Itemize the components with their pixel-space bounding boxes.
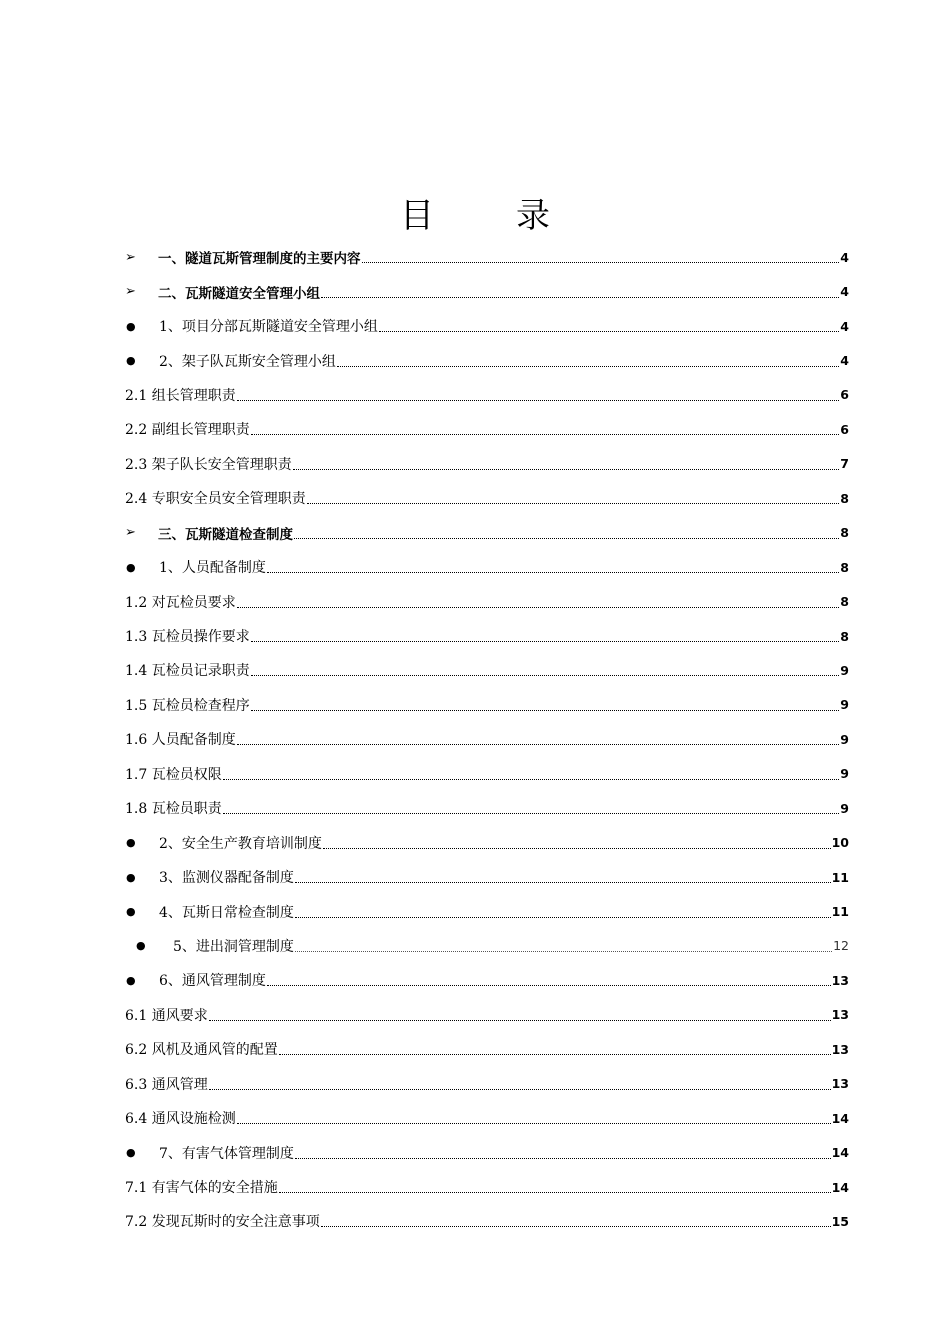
toc-entry-label: 1.8 瓦检员职责	[125, 801, 222, 818]
dot-leader	[323, 847, 831, 849]
dot-leader	[237, 399, 840, 401]
toc-entry-page-number: 13	[831, 1076, 849, 1092]
toc-entry-page-number: 4	[840, 249, 849, 265]
toc-entry[interactable]	[125, 1032, 849, 1066]
title-char-1: 目	[400, 196, 434, 236]
dot-leader	[294, 537, 839, 539]
toc-entry-page-number: 12	[833, 938, 849, 954]
toc-entry-label: 1.5 瓦检员检查程序	[125, 697, 250, 714]
toc-entry-label: 7.2 发现瓦斯时的安全注意事项	[125, 1214, 320, 1231]
dot-leader	[321, 1225, 831, 1227]
toc-entry-label: 6.2 风机及通风管的配置	[125, 1042, 278, 1059]
arrow-bullet-icon: ➢	[125, 249, 136, 265]
toc-entry[interactable]	[125, 894, 849, 928]
table-of-contents	[125, 240, 849, 1239]
dot-leader	[293, 468, 840, 470]
toc-entry-label: 1.4 瓦检员记录职责	[125, 663, 250, 680]
round-bullet-icon: ●	[126, 319, 136, 333]
toc-entry-label: 5、进出洞管理制度	[173, 938, 294, 955]
toc-entry-page-number: 14	[831, 1179, 849, 1195]
toc-entry[interactable]	[125, 343, 849, 377]
round-bullet-icon: ●	[136, 939, 146, 953]
toc-entry-page-number: 11	[831, 869, 849, 885]
toc-entry-page-number: 11	[831, 904, 849, 920]
toc-entry[interactable]	[125, 722, 849, 756]
dot-leader	[251, 640, 840, 642]
round-bullet-icon: ●	[126, 1146, 136, 1160]
toc-entry[interactable]	[125, 481, 849, 515]
toc-entry-label: 4、瓦斯日常检查制度	[159, 904, 294, 921]
toc-entry-page-number: 4	[840, 284, 849, 300]
toc-entry[interactable]	[125, 240, 849, 274]
dot-leader	[267, 984, 831, 986]
toc-entry-page-number: 8	[840, 525, 849, 541]
dot-leader	[251, 709, 840, 711]
round-bullet-icon: ●	[126, 354, 136, 368]
toc-entry-label: 2、架子队瓦斯安全管理小组	[159, 353, 336, 370]
toc-entry[interactable]	[125, 998, 849, 1032]
title-char-2: 录	[516, 196, 550, 236]
toc-entry-page-number: 7	[840, 456, 849, 472]
toc-entry-page-number: 13	[831, 1041, 849, 1057]
toc-entry[interactable]	[125, 963, 849, 997]
toc-entry-label: 1、人员配备制度	[159, 560, 266, 577]
toc-entry-page-number: 9	[840, 800, 849, 816]
dot-leader	[223, 812, 840, 814]
toc-entry[interactable]	[125, 1204, 849, 1238]
dot-leader	[267, 571, 839, 573]
round-bullet-icon: ●	[126, 870, 136, 884]
toc-entry[interactable]	[125, 516, 849, 550]
dot-leader	[362, 261, 840, 263]
round-bullet-icon: ●	[126, 560, 136, 574]
page-title	[0, 188, 950, 237]
toc-entry-page-number: 8	[840, 559, 849, 575]
toc-entry-page-number: 8	[840, 594, 849, 610]
dot-leader	[337, 365, 839, 367]
dot-leader	[295, 950, 832, 952]
toc-entry[interactable]	[125, 791, 849, 825]
toc-entry[interactable]	[125, 309, 849, 343]
toc-entry-page-number: 13	[831, 1007, 849, 1023]
toc-entry-label: 三、瓦斯隧道检查制度	[158, 526, 293, 543]
dot-leader	[223, 778, 840, 780]
toc-entry-label: 1、项目分部瓦斯隧道安全管理小组	[159, 319, 378, 336]
toc-entry[interactable]	[125, 274, 849, 308]
toc-entry[interactable]	[125, 447, 849, 481]
toc-entry-label: 2.3 架子队长安全管理职责	[125, 456, 292, 473]
toc-entry[interactable]	[125, 1067, 849, 1101]
toc-entry-label: 6.3 通风管理	[125, 1076, 208, 1093]
toc-entry-page-number: 8	[840, 490, 849, 506]
dot-leader	[279, 1191, 831, 1193]
dot-leader	[295, 1157, 831, 1159]
dot-leader	[279, 1053, 831, 1055]
toc-entry-label: 6.4 通风设施检测	[125, 1111, 236, 1128]
toc-entry[interactable]	[125, 1135, 849, 1169]
dot-leader	[251, 433, 840, 435]
toc-entry-page-number: 10	[831, 835, 849, 851]
dot-leader	[209, 1088, 831, 1090]
toc-entry[interactable]	[125, 929, 849, 963]
dot-leader	[295, 916, 831, 918]
toc-entry-page-number: 9	[840, 766, 849, 782]
dot-leader	[379, 330, 839, 332]
round-bullet-icon: ●	[126, 973, 136, 987]
dot-leader	[251, 674, 840, 676]
toc-entry[interactable]	[125, 688, 849, 722]
toc-entry[interactable]	[125, 619, 849, 653]
toc-entry-page-number: 8	[840, 628, 849, 644]
toc-entry-label: 1.3 瓦检员操作要求	[125, 629, 250, 646]
dot-leader	[237, 1122, 831, 1124]
toc-entry-label: 1.2 对瓦检员要求	[125, 594, 236, 611]
toc-entry-page-number: 13	[831, 972, 849, 988]
toc-entry[interactable]	[125, 584, 849, 618]
toc-entry-label: 3、监测仪器配备制度	[159, 870, 294, 887]
round-bullet-icon: ●	[126, 905, 136, 919]
arrow-bullet-icon: ➢	[125, 284, 136, 300]
toc-entry[interactable]	[125, 1170, 849, 1204]
toc-entry-label: 7、有害气体管理制度	[159, 1145, 294, 1162]
toc-entry[interactable]	[125, 378, 849, 412]
toc-entry-label: 1.7 瓦检员权限	[125, 766, 222, 783]
toc-entry[interactable]	[125, 653, 849, 687]
toc-entry-label: 2.4 专职安全员安全管理职责	[125, 491, 306, 508]
toc-entry[interactable]	[125, 550, 849, 584]
toc-entry-label: 2、安全生产教育培训制度	[159, 835, 322, 852]
toc-entry-page-number: 14	[831, 1110, 849, 1126]
toc-entry-label: 2.2 副组长管理职责	[125, 422, 250, 439]
dot-leader	[237, 743, 840, 745]
toc-entry[interactable]	[125, 860, 849, 894]
dot-leader	[321, 296, 839, 298]
toc-entry-page-number: 9	[840, 662, 849, 678]
dot-leader	[295, 881, 831, 883]
toc-entry-label: 6.1 通风要求	[125, 1007, 208, 1024]
toc-entry-page-number: 15	[831, 1213, 849, 1229]
dot-leader	[307, 502, 840, 504]
toc-entry-label: 6、通风管理制度	[159, 973, 266, 990]
dot-leader	[237, 606, 840, 608]
toc-entry-page-number: 6	[840, 387, 849, 403]
toc-entry[interactable]	[125, 412, 849, 446]
toc-entry-page-number: 4	[840, 353, 849, 369]
toc-entry[interactable]	[125, 1101, 849, 1135]
toc-entry-label: 1.6 人员配备制度	[125, 732, 236, 749]
toc-entry-page-number: 4	[840, 318, 849, 334]
toc-entry-page-number: 9	[840, 697, 849, 713]
toc-entry-label: 二、瓦斯隧道安全管理小组	[158, 285, 320, 302]
toc-entry-label: 7.1 有害气体的安全措施	[125, 1180, 278, 1197]
toc-entry-page-number: 14	[831, 1145, 849, 1161]
toc-entry-label: 一、隧道瓦斯管理制度的主要内容	[158, 251, 361, 268]
arrow-bullet-icon: ➢	[125, 525, 136, 541]
dot-leader	[209, 1019, 831, 1021]
round-bullet-icon: ●	[126, 836, 136, 850]
toc-entry[interactable]	[125, 825, 849, 859]
toc-entry-page-number: 6	[840, 421, 849, 437]
toc-entry-page-number: 9	[840, 731, 849, 747]
toc-entry[interactable]	[125, 757, 849, 791]
toc-entry-label: 2.1 组长管理职责	[125, 387, 236, 404]
